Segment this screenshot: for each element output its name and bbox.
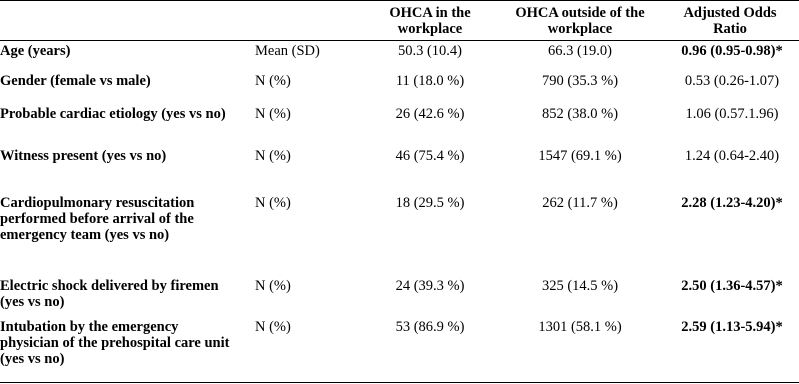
row-outside-value: 325 (14.5 %) [541,278,619,294]
row-workplace-value: 50.3 (10.4) [397,43,463,59]
table-top-rule [0,0,799,1]
row-workplace-value: 53 (86.9 %) [395,319,465,335]
row-adjusted-odds-ratio: 0.96 (0.95-0.98)* [681,43,783,59]
row-statistic: N (%) [255,319,291,335]
row-variable: Intubation by the emergency physician of the prehospital care unit (yes vs no) [0,319,230,367]
row-workplace-value: 18 (29.5 %) [395,195,465,211]
row-adjusted-odds-ratio: 0.53 (0.26-1.07) [684,73,780,89]
row-adjusted-odds-ratio: 1.06 (0.57.1.96) [685,106,779,122]
row-statistic: Mean (SD) [255,43,320,59]
row-outside-value: 852 (38.0 %) [541,106,619,122]
row-variable: Witness present (yes vs no) [0,148,167,164]
header-adjusted-odds-ratio: Adjusted Odds Ratio [683,5,777,37]
header-rule [0,40,799,41]
row-adjusted-odds-ratio: 2.50 (1.36-4.57)* [681,278,783,294]
row-variable: Cardiopulmonary resuscitation performed before arrival of the emergency team (yes vs no) [0,195,195,243]
row-statistic: N (%) [255,73,291,89]
table-bottom-rule [0,382,799,383]
row-adjusted-odds-ratio: 1.24 (0.64-2.40) [684,148,780,164]
row-statistic: N (%) [255,195,291,211]
row-variable: Gender (female vs male) [0,73,151,89]
row-statistic: N (%) [255,148,291,164]
row-adjusted-odds-ratio: 2.59 (1.13-5.94)* [681,319,783,335]
row-outside-value: 1547 (69.1 %) [538,148,622,164]
row-variable: Electric shock delivered by firemen (yes vs no) [0,278,219,310]
row-outside-value: 1301 (58.1 %) [538,319,622,335]
header-ohca-workplace: OHCA in the workplace [389,5,471,37]
row-workplace-value: 11 (18.0 %) [395,73,465,89]
row-variable: Age (years) [0,43,71,59]
row-outside-value: 66.3 (19.0) [547,43,613,59]
row-outside-value: 262 (11.7 %) [542,195,618,211]
row-variable: Probable cardiac etiology (yes vs no) [0,106,226,122]
header-ohca-outside-workplace: OHCA outside of the workplace [515,5,645,37]
row-statistic: N (%) [255,106,291,122]
row-workplace-value: 24 (39.3 %) [395,278,465,294]
row-workplace-value: 46 (75.4 %) [395,148,465,164]
row-statistic: N (%) [255,278,291,294]
row-outside-value: 790 (35.3 %) [541,73,619,89]
row-workplace-value: 26 (42.6 %) [395,106,465,122]
row-adjusted-odds-ratio: 2.28 (1.23-4.20)* [681,195,783,211]
